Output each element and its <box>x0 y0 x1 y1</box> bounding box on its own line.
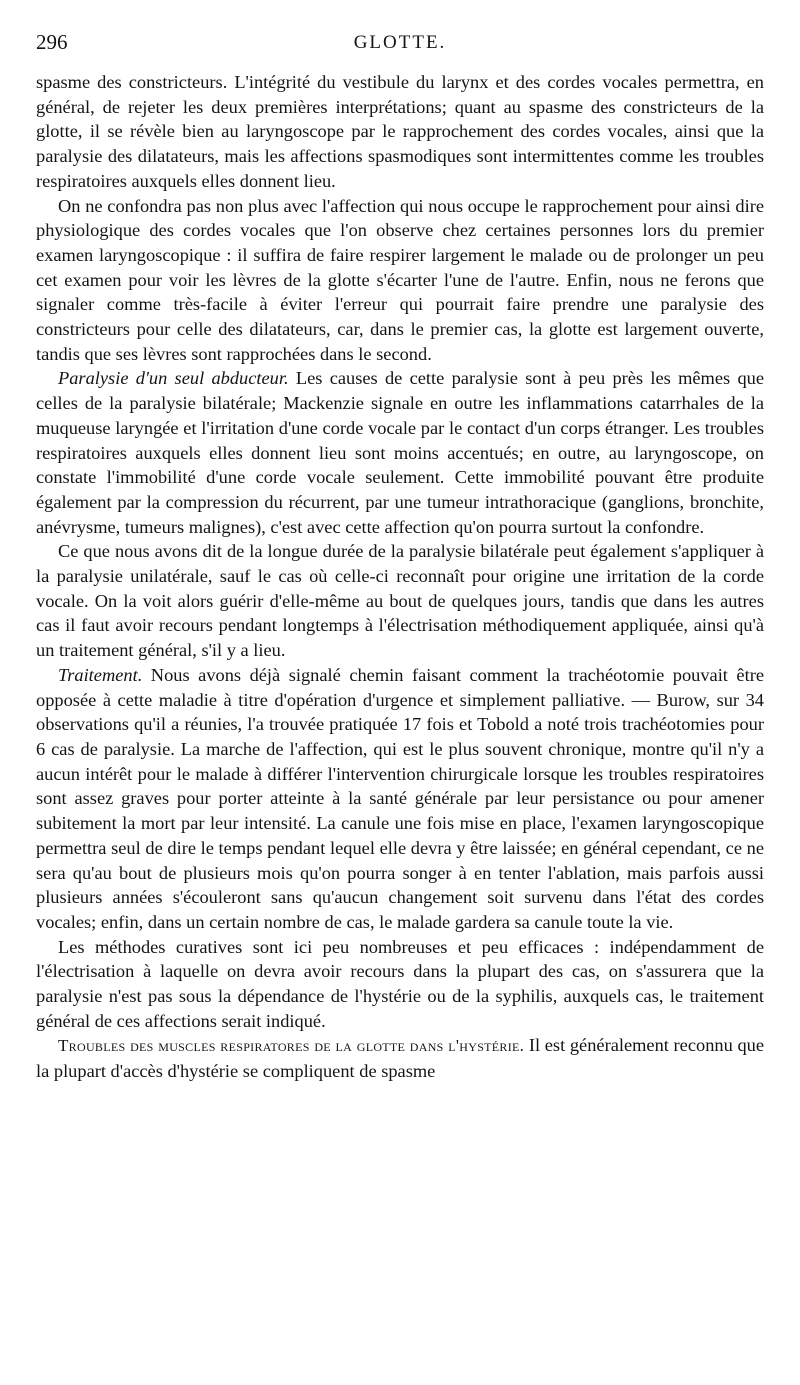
running-title: GLOTTE. <box>353 32 447 53</box>
paragraph <box>36 935 764 1034</box>
paragraph <box>36 1033 764 1083</box>
paragraph-text: On ne confondra pas non plus avec l'affection qui nous occupe le rapprochement pour ainsi dire physiologique des cordes vocales que l'on observe chez certaines personnes lors du premier examen laryngoscopique : il suffira de faire respirer largement le malade ou de prolonger un peu cet examen pour voir les lèvres de la glotte s'écarter l'une de l'autre. Enfin, nous ne ferons que signaler comme très-facile à éviter l'erreur qui pourrait faire prendre une paralysie des constricteurs pour celle des dilatateurs, car, dans le premier cas, la glotte est largement ouverte, tandis que ses lèvres sont rapprochées dans le second. <box>36 195 764 364</box>
section-heading: Traitement. <box>58 664 143 685</box>
paragraph-text: Les causes de cette paralysie sont à peu près les mêmes que celles de la paralysie bilatérale; Mackenzie signale en outre les inflammations catarrhales de la muqueuse laryngée et l'irritation d'une corde vocale par le contact d'un corps étranger. Les troubles respiratoires auxquels elles donnent lieu sont moins accentués; en outre, au laryngoscope, on constate l'immobilité d'une corde vocale seulement. Cette immobilité pouvant être produite également par la compression du récurrent, par une tumeur intrathoracique (ganglions, bronchite, anévrysme, tumeurs malignes), c'est avec cette affection qu'on pourra surtout la confondre. <box>36 368 764 537</box>
paragraph-text: Ce que nous avons dit de la longue durée de la paralysie bilatérale peut également s'appliquer à la paralysie unilatérale, sauf le cas où celle-ci reconnaît pour origine une irritation de la corde vocale. On la voit alors guérir d'elle-même au bout de quelques jours, tandis que dans les autres cas il faut avoir recours pendant longtemps à l'électrisation méthodiquement appliquée, ainsi qu'à un traitement général, s'il y a lieu. <box>36 541 764 661</box>
paragraph <box>36 539 764 663</box>
paragraph <box>36 194 764 367</box>
paragraph-text: Nous avons déjà signalé chemin faisant comment la trachéotomie pouvait être opposée à cette maladie à titre d'opération d'urgence et simplement palliative. — Burow, sur 34 observations qu'il a réunies, l'a trouvée pratiquée 17 fois et Tobold a noté trois trachéotomies pour 6 cas de paralysie. La marche de l'affection, qui est le plus souvent chronique, montre qu'il n'y a aucun intérêt pour le malade à différer l'intervention chirurgicale lorsque les troubles respiratoires sont assez graves pour porter atteinte à la santé générale par leur persistance ou pour amener subitement la mort par leur intensité. La canule une fois mise en place, l'examen laryngoscopique permettra seul de dire le temps pendant lequel elle devra y être laissée; en général cependant, ce ne sera qu'au bout de plusieurs mois qu'on pourra songer à en tenter l'ablation, mais parfois aussi plusieurs années s'écouleront sans qu'aucun changement soit survenu dans l'état des cordes vocales; enfin, dans un certain nombre de cas, le malade gardera sa canule toute la vie. <box>36 664 764 932</box>
paragraph <box>36 663 764 935</box>
body-text <box>36 70 764 1084</box>
paragraph-text: Il est généralement reconnu que la plupart d'accès d'hystérie se compliquent de spasme <box>36 1035 764 1082</box>
section-heading: Troubles des muscles respiratores de la glotte dans l'hystérie. <box>58 1036 525 1056</box>
page-header <box>36 30 764 70</box>
page-number: 296 <box>36 30 68 54</box>
paragraph <box>36 366 764 539</box>
section-heading: Paralysie d'un seul abducteur. <box>58 368 289 389</box>
paragraph-text: Les méthodes curatives sont ici peu nombreuses et peu efficaces : indépendamment de l'électrisation à laquelle on devra avoir recours dans la plupart des cas, on s'assurera que la paralysie n'est pas sous la dépendance de l'hystérie ou de la syphilis, auxquels cas, le traitement général de ces affections serait indiqué. <box>36 936 764 1031</box>
paragraph-text: spasme des constricteurs. L'intégrité du vestibule du larynx et des cordes vocales permettra, en général, de rejeter les deux premières interprétations; quant au spasme des constricteurs de la glotte, il se révèle bien au laryngoscope par le rapprochement des cordes vocales, ainsi que la paralysie des dilatateurs, mais les affections spasmodiques sont intermittentes comme les troubles respiratoires auxquels elles donnent lieu. <box>36 72 764 191</box>
paragraph <box>36 70 764 194</box>
